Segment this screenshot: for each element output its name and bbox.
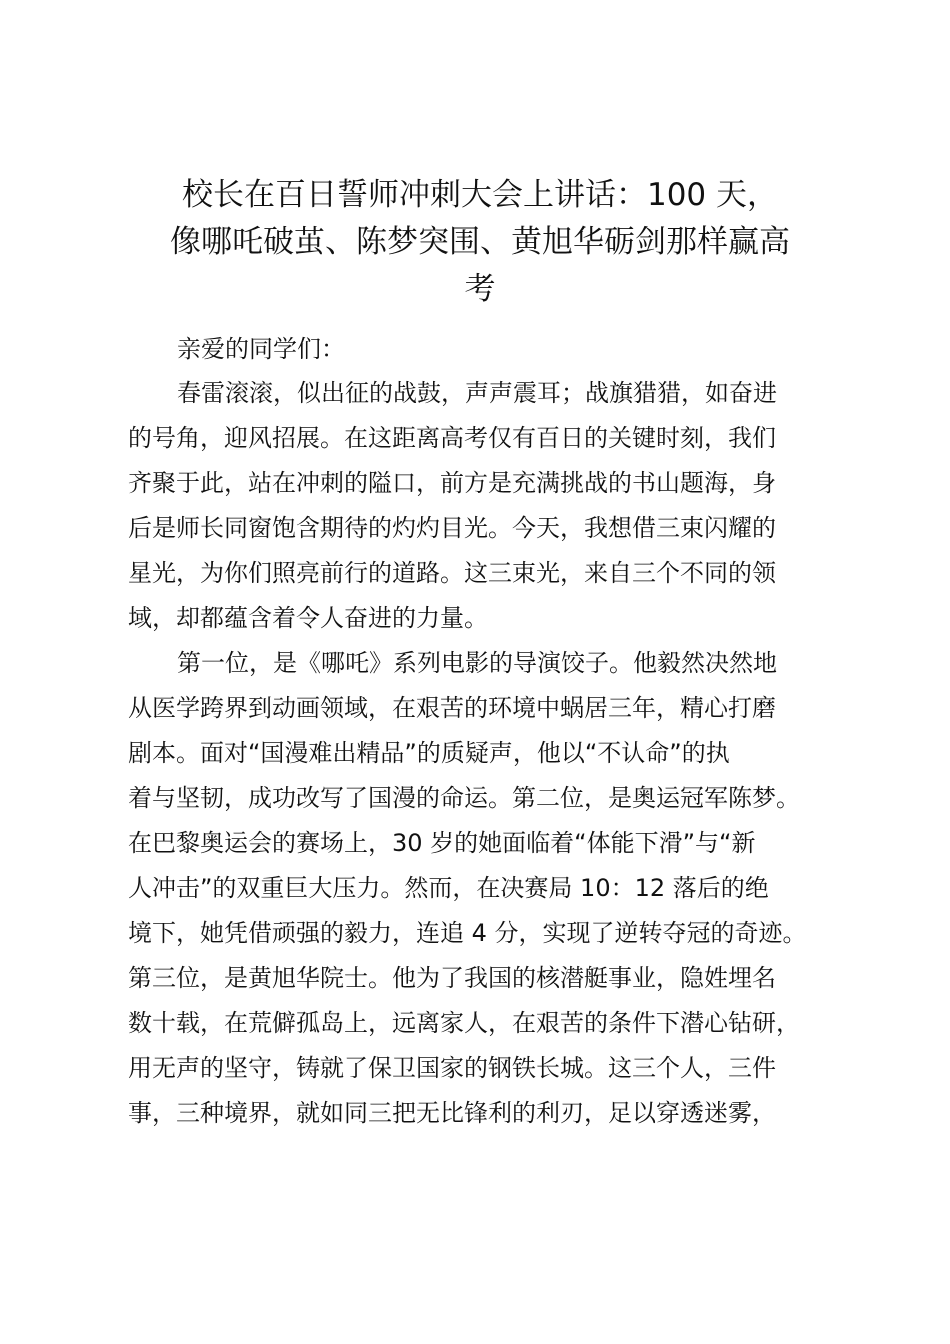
paragraph-2-line: 剧本。面对“国漫难出精品”的质疑声，他以“不认命”的执 xyxy=(128,739,730,767)
paragraph-2-line: 在巴黎奥运会的赛场上，30 岁的她面临着“体能下滑”与“新 xyxy=(128,829,756,857)
paragraph-1-line: 齐聚于此，站在冲刺的隘口，前方是充满挑战的书山题海，身 xyxy=(128,469,776,497)
paragraph-2-line: 第三位，是黄旭华院士。他为了我国的核潜艇事业，隐姓埋名 xyxy=(128,964,776,992)
paragraph-2-line: 人冲击”的双重巨大压力。然而，在决赛局 10：12 落后的绝 xyxy=(128,874,769,902)
paragraph-1-line: 的号角，迎风招展。在这距离高考仅有百日的关键时刻，我们 xyxy=(128,424,776,452)
paragraph-2-line: 从医学跨界到动画领域，在艰苦的环境中蜗居三年，精心打磨 xyxy=(128,694,776,722)
paragraph-2-line: 着与坚韧，成功改写了国漫的命运。第二位，是奥运冠军陈梦。 xyxy=(128,784,800,812)
paragraph-2-line: 数十载，在荒僻孤岛上，远离家人，在艰苦的条件下潜心钻研， xyxy=(128,1009,800,1037)
greeting: 亲爱的同学们： xyxy=(177,335,345,363)
paragraph-2-line: 境下，她凭借顽强的毅力，连追 4 分，实现了逆转夺冠的奇迹。 xyxy=(128,919,807,947)
paragraph-1-line: 星光，为你们照亮前行的道路。这三束光，来自三个不同的领 xyxy=(128,559,776,587)
paragraph-2-line: 用无声的坚守，铸就了保卫国家的钢铁长城。这三个人，三件 xyxy=(128,1054,776,1082)
paragraph-2-line: 第一位，是《哪吒》系列电影的导演饺子。他毅然决然地 xyxy=(177,649,777,677)
paragraph-2-line: 事，三种境界，就如同三把无比锋利的利刃，足以穿透迷雾， xyxy=(128,1099,776,1127)
paragraph-1-line: 春雷滚滚，似出征的战鼓，声声震耳；战旗猎猎，如奋进 xyxy=(177,379,777,407)
paragraph-1-line: 后是师长同窗饱含期待的灼灼目光。今天，我想借三束闪耀的 xyxy=(128,514,776,542)
title-line-2: 像哪吒破茧、陈梦突围、黄旭华砺剑那样赢高 xyxy=(170,224,790,260)
title-line-1: 校长在百日誓师冲刺大会上讲话：100 天， xyxy=(181,177,779,213)
title-line-3: 考 xyxy=(464,271,496,307)
paragraph-1-line: 域，却都蕴含着令人奋进的力量。 xyxy=(128,604,488,632)
